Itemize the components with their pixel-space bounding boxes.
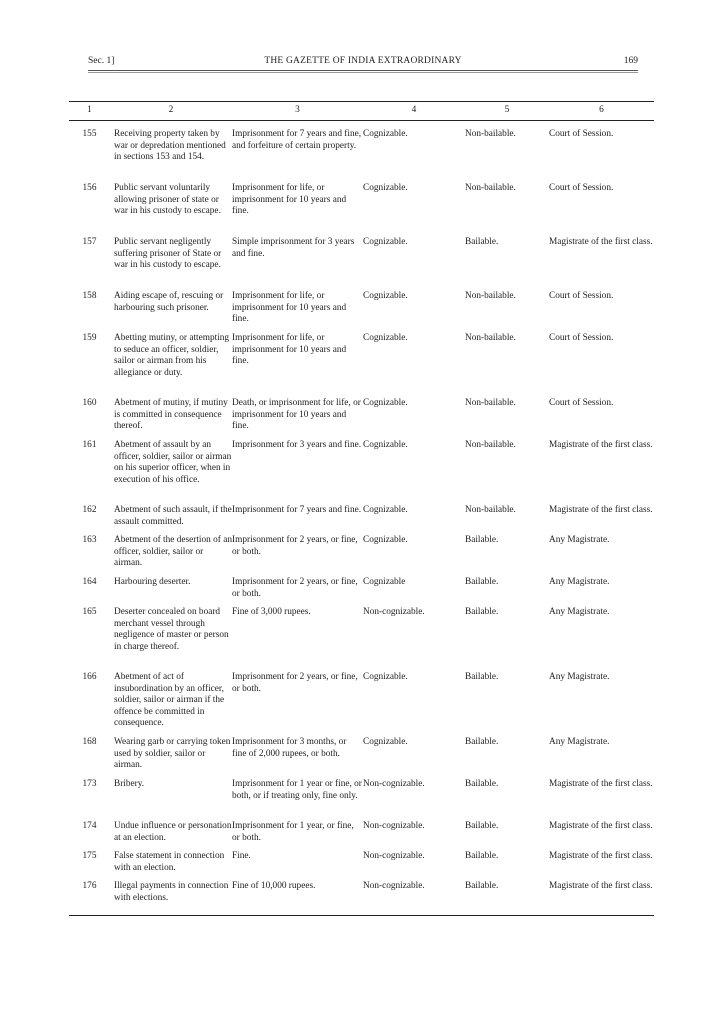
table-row	[69, 821, 654, 851]
table-row	[69, 577, 654, 607]
punishment: Fine.	[232, 851, 251, 861]
section-number-cell	[69, 333, 110, 398]
offence-description-cell	[110, 577, 232, 607]
section-number-cell	[69, 672, 110, 737]
section-number-cell	[69, 183, 110, 237]
triable-by: Court of Session.	[549, 398, 614, 408]
punishment: Imprisonment for life, or imprisonment for 10 years and fine.	[232, 183, 347, 216]
table-row	[69, 398, 654, 440]
bailability-cell	[465, 672, 549, 737]
bailability: Non-bailable.	[465, 440, 516, 450]
bailability: Non-bailable.	[465, 505, 516, 515]
section-number-cell	[69, 535, 110, 577]
triable-by: Court of Session.	[549, 291, 614, 301]
table-row	[69, 672, 654, 737]
punishment-cell	[232, 505, 363, 535]
offence-description: Abetment of such assault, if the assault committed.	[114, 505, 232, 527]
cognizability: Cognizable.	[363, 129, 408, 139]
section-number-cell	[69, 779, 110, 821]
triable-by-cell	[549, 851, 654, 881]
column-header-2: 2	[110, 102, 232, 121]
triable-by: Magistrate of the first class.	[549, 505, 653, 515]
offence-description-cell	[110, 737, 232, 779]
section-number: 158	[82, 291, 97, 301]
section-number: 168	[82, 737, 97, 747]
punishment-cell	[232, 737, 363, 779]
bailability: Non-bailable.	[465, 398, 516, 408]
offence-description: Deserter concealed on board merchant vessel through negligence of master or person in charge thereof.	[114, 607, 229, 652]
offence-description-cell	[110, 535, 232, 577]
punishment: Fine of 10,000 rupees.	[232, 881, 316, 891]
triable-by-cell	[549, 505, 654, 535]
table-body	[69, 121, 654, 916]
table-row	[69, 237, 654, 291]
punishment: Imprisonment for 2 years, or fine, or both.	[232, 672, 358, 694]
cognizability: Non-cognizable.	[363, 821, 425, 831]
cognizability: Cognizable.	[363, 535, 408, 545]
offence-description-cell	[110, 333, 232, 398]
section-number: 165	[82, 607, 97, 617]
table-row	[69, 737, 654, 779]
offence-description-cell	[110, 779, 232, 821]
bailability: Bailable.	[465, 779, 499, 789]
punishment: Imprisonment for 1 year, or fine, or both.	[232, 821, 354, 843]
section-number: 173	[82, 779, 97, 789]
table-row	[69, 291, 654, 333]
bailability-cell	[465, 398, 549, 440]
triable-by-cell	[549, 398, 654, 440]
triable-by-cell	[549, 291, 654, 333]
bailability-cell	[465, 779, 549, 821]
table-row	[69, 505, 654, 535]
cognizability-cell	[363, 607, 465, 672]
section-number: 162	[82, 505, 97, 515]
offence-table	[69, 101, 654, 916]
offence-description-cell	[110, 881, 232, 916]
offence-description-cell	[110, 237, 232, 291]
punishment-cell	[232, 183, 363, 237]
section-number-cell	[69, 291, 110, 333]
bailability: Bailable.	[465, 672, 499, 682]
cognizability-cell	[363, 577, 465, 607]
section-number-cell	[69, 577, 110, 607]
bailability: Non-bailable.	[465, 291, 516, 301]
cognizability-cell	[363, 505, 465, 535]
offence-description: Wearing garb or carrying token used by soldier, sailor or airman.	[114, 737, 231, 770]
section-number: 176	[82, 881, 97, 891]
table-header	[69, 102, 654, 121]
bailability-cell	[465, 237, 549, 291]
punishment-cell	[232, 237, 363, 291]
offence-description-cell	[110, 607, 232, 672]
cognizability: Non-cognizable.	[363, 851, 425, 861]
section-number-cell	[69, 505, 110, 535]
bailability: Bailable.	[465, 577, 499, 587]
punishment-cell	[232, 398, 363, 440]
header-rule	[88, 70, 638, 73]
triable-by: Magistrate of the first class.	[549, 779, 653, 789]
table-row	[69, 121, 654, 184]
bailability-cell	[465, 607, 549, 672]
triable-by: Magistrate of the first class.	[549, 821, 653, 831]
offence-description-cell	[110, 440, 232, 505]
section-number: 175	[82, 851, 97, 861]
offence-description: Abetting mutiny, or attempting to seduce an officer, soldier, sailor or airman from his allegiance or duty.	[114, 333, 230, 378]
cognizability: Non-cognizable.	[363, 779, 425, 789]
cognizability: Cognizable.	[363, 398, 408, 408]
triable-by-cell	[549, 779, 654, 821]
punishment: Imprisonment for 7 years and fine, and forfeiture of certain property.	[232, 129, 362, 151]
offence-description: Bribery.	[114, 779, 145, 789]
table-row	[69, 183, 654, 237]
offence-description: Receiving property taken by war or depredation mentioned in sections 153 and 154.	[114, 129, 226, 162]
triable-by: Magistrate of the first class.	[549, 851, 653, 861]
punishment-cell	[232, 851, 363, 881]
bailability: Non-bailable.	[465, 183, 516, 193]
section-number-cell	[69, 881, 110, 916]
section-number: 156	[82, 183, 97, 193]
cognizability-cell	[363, 398, 465, 440]
offence-description: Abetment of the desertion of an officer, soldier, sailor or airman.	[114, 535, 232, 568]
cognizability-cell	[363, 535, 465, 577]
punishment-cell	[232, 535, 363, 577]
punishment-cell	[232, 291, 363, 333]
cognizability: Cognizable	[363, 577, 406, 587]
cognizability-cell	[363, 737, 465, 779]
bailability: Bailable.	[465, 535, 499, 545]
offence-table-container	[69, 101, 654, 916]
section-number: 161	[82, 440, 97, 450]
punishment-cell	[232, 121, 363, 184]
section-number-cell	[69, 737, 110, 779]
cognizability: Cognizable.	[363, 333, 408, 343]
triable-by-cell	[549, 237, 654, 291]
section-number-cell	[69, 440, 110, 505]
triable-by-cell	[549, 333, 654, 398]
bailability: Bailable.	[465, 737, 499, 747]
cognizability-cell	[363, 851, 465, 881]
triable-by-cell	[549, 607, 654, 672]
column-header-3: 3	[232, 102, 363, 121]
column-header-4: 4	[363, 102, 465, 121]
punishment: Imprisonment for 3 months, or fine of 2,000 rupees, or both.	[232, 737, 347, 759]
column-header-6: 6	[549, 102, 654, 121]
cognizability: Cognizable.	[363, 183, 408, 193]
offence-description: Public servant voluntarily allowing prisoner of state or war in his custody to escape.	[114, 183, 221, 216]
table-row	[69, 607, 654, 672]
offence-description-cell	[110, 851, 232, 881]
bailability-cell	[465, 505, 549, 535]
triable-by: Any Magistrate.	[549, 577, 610, 587]
triable-by-cell	[549, 183, 654, 237]
bailability-cell	[465, 121, 549, 184]
bailability-cell	[465, 881, 549, 916]
table-row	[69, 881, 654, 916]
triable-by-cell	[549, 535, 654, 577]
triable-by-cell	[549, 737, 654, 779]
bailability-cell	[465, 440, 549, 505]
cognizability: Cognizable.	[363, 672, 408, 682]
section-number: 166	[82, 672, 97, 682]
triable-by-cell	[549, 440, 654, 505]
cognizability: Non-cognizable.	[363, 607, 425, 617]
bailability: Bailable.	[465, 237, 499, 247]
page-number: 169	[623, 56, 638, 66]
table-row	[69, 333, 654, 398]
cognizability-cell	[363, 779, 465, 821]
bailability: Bailable.	[465, 607, 499, 617]
triable-by-cell	[549, 881, 654, 916]
punishment: Imprisonment for 7 years and fine.	[232, 505, 362, 515]
cognizability: Cognizable.	[363, 237, 408, 247]
offence-description: Abetment of assault by an officer, soldier, sailor or airman on his superior officer, when in execution of his office.	[114, 440, 232, 485]
offence-description-cell	[110, 291, 232, 333]
table-row	[69, 440, 654, 505]
punishment: Imprisonment for life, or imprisonment for 10 years and fine.	[232, 291, 347, 324]
bailability-cell	[465, 183, 549, 237]
cognizability-cell	[363, 291, 465, 333]
triable-by: Magistrate of the first class.	[549, 237, 653, 247]
triable-by: Magistrate of the first class.	[549, 881, 653, 891]
bailability: Non-bailable.	[465, 333, 516, 343]
punishment-cell	[232, 607, 363, 672]
punishment: Imprisonment for 2 years, or fine, or both.	[232, 577, 358, 599]
column-header-1: 1	[69, 102, 110, 121]
bailability: Bailable.	[465, 821, 499, 831]
bailability-cell	[465, 291, 549, 333]
punishment-cell	[232, 821, 363, 851]
punishment-cell	[232, 779, 363, 821]
section-number: 155	[82, 129, 97, 139]
bailability: Bailable.	[465, 881, 499, 891]
section-number: 163	[82, 535, 97, 545]
punishment: Simple imprisonment for 3 years and fine.	[232, 237, 355, 259]
triable-by-cell	[549, 821, 654, 851]
triable-by: Magistrate of the first class.	[549, 440, 653, 450]
cognizability: Cognizable.	[363, 505, 408, 515]
punishment-cell	[232, 577, 363, 607]
page-header	[88, 56, 638, 70]
triable-by: Any Magistrate.	[549, 737, 610, 747]
triable-by: Court of Session.	[549, 183, 614, 193]
punishment: Imprisonment for life, or imprisonment for 10 years and fine.	[232, 333, 347, 366]
offence-description: Undue influence or personation at an election.	[114, 821, 232, 843]
bailability-cell	[465, 851, 549, 881]
punishment: Imprisonment for 1 year or fine, or both, or if treating only, fine only.	[232, 779, 362, 801]
triable-by-cell	[549, 121, 654, 184]
section-number: 159	[82, 333, 97, 343]
offence-description-cell	[110, 672, 232, 737]
bailability-cell	[465, 577, 549, 607]
section-number-cell	[69, 121, 110, 184]
triable-by: Any Magistrate.	[549, 535, 610, 545]
cognizability-cell	[363, 121, 465, 184]
gazette-title: THE GAZETTE OF INDIA EXTRAORDINARY	[264, 56, 462, 66]
punishment-cell	[232, 440, 363, 505]
section-reference: Sec. 1]	[88, 56, 115, 66]
section-number: 157	[82, 237, 97, 247]
triable-by: Court of Session.	[549, 333, 614, 343]
bailability: Non-bailable.	[465, 129, 516, 139]
table-row	[69, 851, 654, 881]
offence-description: False statement in connection with an election.	[114, 851, 225, 873]
punishment: Fine of 3,000 rupees.	[232, 607, 311, 617]
triable-by: Any Magistrate.	[549, 607, 610, 617]
section-number: 160	[82, 398, 97, 408]
cognizability-cell	[363, 333, 465, 398]
cognizability-cell	[363, 881, 465, 916]
section-number-cell	[69, 607, 110, 672]
triable-by-cell	[549, 577, 654, 607]
offence-description: Illegal payments in connection with elections.	[114, 881, 229, 903]
punishment-cell	[232, 333, 363, 398]
triable-by: Any Magistrate.	[549, 672, 610, 682]
section-number-cell	[69, 821, 110, 851]
bailability-cell	[465, 333, 549, 398]
offence-description: Abetment of mutiny, if mutiny is committed in consequence thereof.	[114, 398, 228, 431]
offence-description-cell	[110, 121, 232, 184]
punishment: Imprisonment for 3 years and fine.	[232, 440, 362, 450]
section-number-cell	[69, 398, 110, 440]
cognizability: Cognizable.	[363, 440, 408, 450]
section-number: 174	[82, 821, 97, 831]
cognizability-cell	[363, 821, 465, 851]
offence-description-cell	[110, 398, 232, 440]
punishment-cell	[232, 672, 363, 737]
cognizability-cell	[363, 440, 465, 505]
offence-description: Aiding escape of, rescuing or harbouring such prisoner.	[114, 291, 224, 313]
bailability-cell	[465, 821, 549, 851]
section-number: 164	[82, 577, 97, 587]
cognizability-cell	[363, 183, 465, 237]
punishment: Imprisonment for 2 years, or fine, or both.	[232, 535, 358, 557]
triable-by-cell	[549, 672, 654, 737]
section-number-cell	[69, 851, 110, 881]
punishment: Death, or imprisonment for life, or imprisonment for 10 years and fine.	[232, 398, 361, 431]
section-number-cell	[69, 237, 110, 291]
offence-description-cell	[110, 821, 232, 851]
offence-description: Public servant negligently suffering prisoner of State or war in his custody to escape.	[114, 237, 222, 270]
offence-description: Abetment of act of insubordination by an officer, soldier, sailor or airman if the offence be committed in consequence.	[114, 672, 225, 728]
table-row	[69, 779, 654, 821]
offence-description-cell	[110, 505, 232, 535]
offence-description: Harbouring deserter.	[114, 577, 191, 587]
punishment-cell	[232, 881, 363, 916]
cognizability: Non-cognizable.	[363, 881, 425, 891]
table-row	[69, 535, 654, 577]
cognizability-cell	[363, 237, 465, 291]
bailability-cell	[465, 737, 549, 779]
cognizability-cell	[363, 672, 465, 737]
bailability: Bailable.	[465, 851, 499, 861]
triable-by: Court of Session.	[549, 129, 614, 139]
column-header-5: 5	[465, 102, 549, 121]
offence-description-cell	[110, 183, 232, 237]
cognizability: Cognizable.	[363, 291, 408, 301]
bailability-cell	[465, 535, 549, 577]
cognizability: Cognizable.	[363, 737, 408, 747]
